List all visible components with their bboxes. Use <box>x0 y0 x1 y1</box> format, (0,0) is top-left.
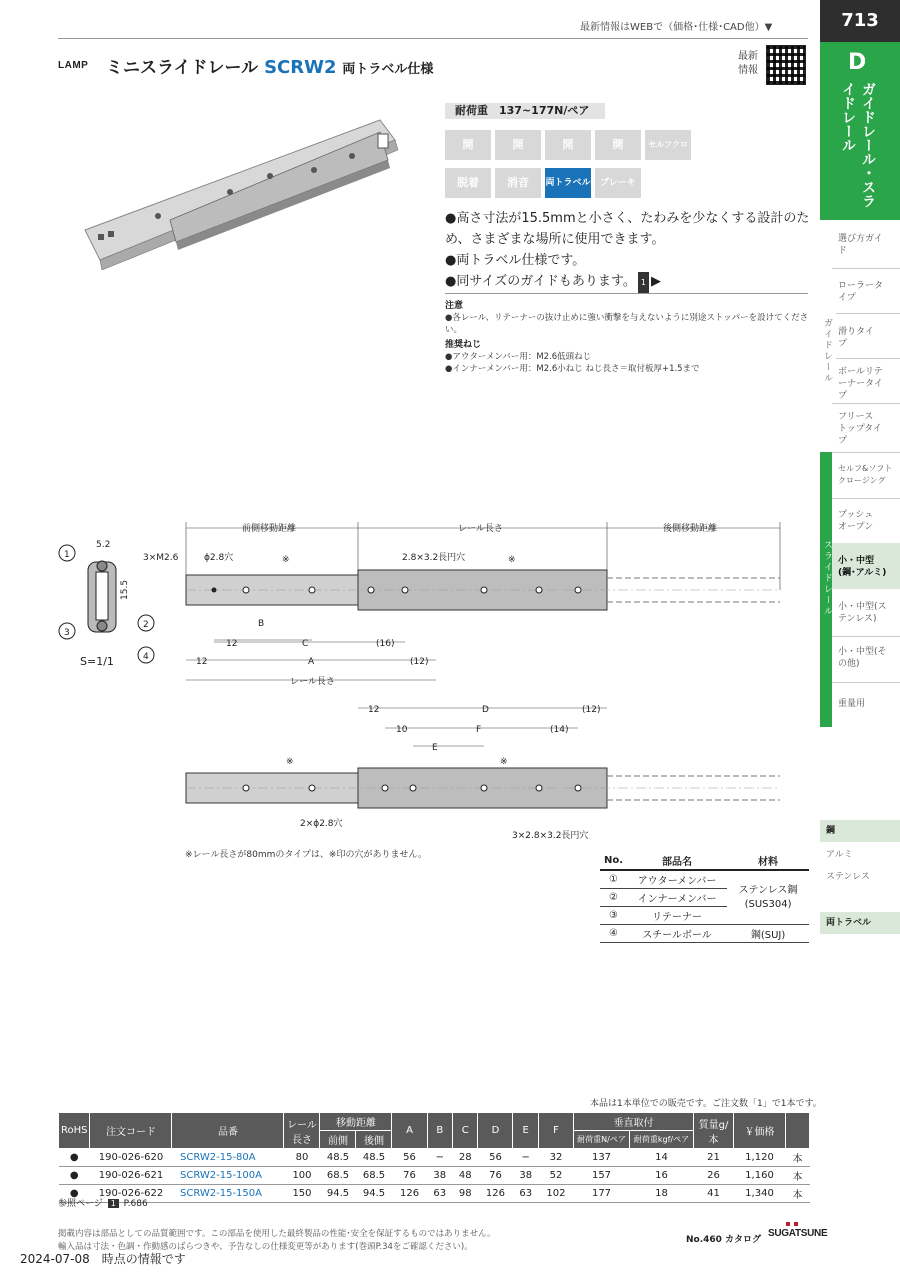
notes-title: 注意 <box>445 301 464 311</box>
rohs-mark: ● <box>59 1149 90 1167</box>
disclaimer-line: 輸入品は寸法・色調・作動感のばらつきや、予告なしの仕様変更等があります(巻頭P.34をご確認ください)。 <box>58 1242 473 1252</box>
disclaimer-line: 掲載内容は部品としての品質範囲です。この部品を使用した最終製品の性能･安全を保証するものではありません。 <box>58 1229 496 1239</box>
slot-label: 2.8×3.2長円穴 <box>402 553 466 563</box>
hole-label: ϕ2.8穴 <box>204 553 234 563</box>
part-no: ④ <box>600 925 627 943</box>
model-name: SCRW2 <box>264 57 337 78</box>
slots-3-label: 3×2.8×3.2長円穴 <box>512 831 589 841</box>
qr-code-icon[interactable] <box>766 45 806 85</box>
part-name: スチールボール <box>627 925 727 943</box>
cell: 32 <box>538 1149 573 1167</box>
silent-icon: 消音 <box>495 168 541 198</box>
spec-header: 品番 <box>172 1113 284 1149</box>
spec-header: ￥価格 <box>734 1113 786 1149</box>
load-capacity: 耐荷重 137~177N/ペア <box>445 103 605 119</box>
side-divider <box>832 268 900 269</box>
table-row <box>600 925 809 943</box>
product-photo <box>80 110 420 280</box>
open-icon: 開 <box>545 130 591 160</box>
dim-b: B <box>258 619 265 629</box>
cell: 68.5 <box>356 1167 392 1185</box>
unit: 本 <box>786 1149 810 1167</box>
ref-badge[interactable]: 1 <box>638 272 649 293</box>
part-name: リテーナー <box>627 907 727 925</box>
price: 1,120 <box>734 1149 786 1167</box>
part-number-link[interactable]: SCRW2-15-80A <box>172 1149 284 1167</box>
notes-body: ●各レール、リテーナーの抜け止めに強い衝撃を与えないように別途ストッパーを設けてください。 <box>445 313 809 335</box>
brand-logo: LAMP <box>58 60 89 71</box>
side-item-small-other[interactable]: 小・中型(その他) <box>838 647 887 669</box>
section-title: ガイドレール・スライドレール <box>840 82 876 208</box>
spec-header: 垂直取付 <box>574 1113 694 1131</box>
front-travel-label: 前側移動距離 <box>242 524 297 534</box>
part-name: アウターメンバー <box>627 870 727 889</box>
spec-header: 耐荷重N/ペア <box>574 1131 630 1149</box>
part-callout-1: 1 <box>64 550 70 560</box>
part-callout-2: 2 <box>143 620 149 630</box>
cell: 38 <box>513 1167 538 1185</box>
dim-d: D <box>482 705 489 715</box>
dim-c: C <box>302 639 309 649</box>
cell: 48.5 <box>356 1149 392 1167</box>
guide-rail-vertical-label: ガイドレール <box>822 318 832 384</box>
table-row[interactable] <box>59 1149 810 1167</box>
reference-page <box>58 1196 148 1209</box>
order-code: 190-026-621 <box>90 1167 172 1185</box>
spec-header: 注文コード <box>90 1113 172 1149</box>
part-callout-4: 4 <box>143 652 149 662</box>
cell: − <box>427 1149 452 1167</box>
spec-header: C <box>452 1113 477 1149</box>
part-no: ③ <box>600 907 627 925</box>
dim-15-5: 15.5 <box>120 579 130 600</box>
cell: 63 <box>427 1185 452 1203</box>
cell: 56 <box>478 1149 513 1167</box>
section-letter: D <box>848 50 867 75</box>
part-no: ① <box>600 870 627 889</box>
cell: 18 <box>630 1185 694 1203</box>
cell: 16 <box>630 1167 694 1185</box>
parts-header: 部品名 <box>627 852 727 870</box>
cell: 126 <box>478 1185 513 1203</box>
spec-table <box>58 1112 810 1203</box>
spec-header: 質量g/本 <box>694 1113 734 1149</box>
drawing-footnote: ※レール長さが80mmのタイプは、※印の穴がありません。 <box>185 850 427 860</box>
arrow-icon: ▶ <box>650 274 661 289</box>
spec-header: RoHS <box>59 1113 90 1149</box>
material-aluminum[interactable]: アルミ <box>826 850 853 860</box>
part-material: 鋼(SUJ) <box>727 925 809 943</box>
cell: 14 <box>630 1149 694 1167</box>
cell: 41 <box>694 1185 734 1203</box>
side-divider <box>836 358 900 359</box>
side-item-sliding[interactable]: 滑りタイプ <box>838 327 874 349</box>
double-travel-icon: 両トラベル <box>545 168 591 198</box>
note-mark: ※ <box>500 757 508 767</box>
spec-header: F <box>538 1113 573 1149</box>
side-item-small-steel[interactable]: 小・中型(鋼･アルミ) <box>838 556 887 578</box>
dim-12-paren-second: (12) <box>582 705 601 715</box>
order-code: 190-026-620 <box>90 1149 172 1167</box>
feature-item: ●両トラベル仕様です。 <box>445 253 586 268</box>
cell: 94.5 <box>356 1185 392 1203</box>
self-close-icon: セルフクローズ <box>645 130 691 160</box>
cell: 38 <box>427 1167 452 1185</box>
spec-header: D <box>478 1113 513 1149</box>
cell: 28 <box>452 1149 477 1167</box>
cell: 48 <box>452 1167 477 1185</box>
note-mark: ※ <box>508 555 516 565</box>
cell: 157 <box>574 1167 630 1185</box>
dim-12-second: 12 <box>368 705 380 715</box>
qr-label-line1: 最新 <box>738 51 758 62</box>
side-item-guide[interactable]: 選び方ガイド <box>838 234 883 256</box>
cell: 137 <box>574 1149 630 1167</box>
part-no: ② <box>600 889 627 907</box>
part-name: インナーメンバー <box>627 889 727 907</box>
dim-5-2: 5.2 <box>96 540 111 550</box>
price: 1,340 <box>734 1185 786 1203</box>
cell: 94.5 <box>320 1185 356 1203</box>
screw-inner: ●インナーメンバー用：M2.6小ねじ ねじ長さ＝取付板厚+1.5まで <box>445 364 700 374</box>
cell: 126 <box>392 1185 427 1203</box>
rohs-mark: ● <box>59 1167 90 1185</box>
cell: − <box>513 1149 538 1167</box>
unit: 本 <box>786 1167 810 1185</box>
notes-divider <box>445 293 808 294</box>
part-material: ステンレス鋼(SUS304) <box>727 870 809 925</box>
dim-a: A <box>308 657 315 667</box>
cell: 52 <box>538 1167 573 1185</box>
dim-14: (14) <box>550 725 569 735</box>
slide-rail-vertical-label: スライドレール <box>822 540 832 617</box>
cell: 102 <box>538 1185 573 1203</box>
cell: 21 <box>694 1149 734 1167</box>
cell: 56 <box>392 1149 427 1167</box>
feature-icon-row-1 <box>445 130 691 179</box>
scale-label: S=1/1 <box>80 655 114 668</box>
side-item-roller[interactable]: ローラータイプ <box>838 281 884 303</box>
spec-header: E <box>513 1113 538 1149</box>
order-code: 190-026-622 <box>90 1185 172 1203</box>
spec-header: 耐荷重kgf/ペア <box>630 1131 694 1149</box>
spec-header: 移動距離 <box>320 1113 392 1131</box>
cell: 63 <box>513 1185 538 1203</box>
spec-header: B <box>427 1113 452 1149</box>
cell: 177 <box>574 1185 630 1203</box>
ref-page-link[interactable]: P.686 <box>123 1199 148 1209</box>
side-item-ball[interactable]: ボールリテーナータイプ <box>838 367 883 401</box>
title-prefix: ミニスライドレール <box>106 58 259 78</box>
dim-12-left: 12 <box>196 657 208 667</box>
cell: 150 <box>284 1185 320 1203</box>
feature-item: ●高さ寸法が15.5mmと小さく、たわみを少なくする設計のため、さまざまな場所に使用できます。 <box>445 211 810 247</box>
note-mark: ※ <box>282 555 290 565</box>
dim-16: (16) <box>376 639 395 649</box>
rohs-mark: ● <box>59 1185 90 1203</box>
open-icon: 開 <box>495 130 541 160</box>
parts-table <box>600 852 809 943</box>
title-suffix: 両トラベル仕様 <box>342 62 434 77</box>
dim-e: E <box>432 743 438 753</box>
parts-header: 材料 <box>727 852 809 870</box>
cell: 80 <box>284 1149 320 1167</box>
catalog-number: No.460 カタログ <box>686 1235 762 1245</box>
note-mark: ※ <box>286 757 294 767</box>
feature-item <box>445 271 815 293</box>
dim-10: 10 <box>396 725 408 735</box>
travel-tag[interactable]: 両トラベル <box>820 912 900 934</box>
dim-12-paren: (12) <box>410 657 429 667</box>
material-steel[interactable]: 鋼 <box>820 820 900 842</box>
rail-length-label: レール長さ <box>458 524 503 534</box>
page-title <box>106 53 433 78</box>
table-row[interactable] <box>59 1185 810 1203</box>
qr-label-line2: 情報 <box>738 65 758 76</box>
m26-label: 3×M2.6 <box>143 553 179 563</box>
parts-header: No. <box>600 852 627 870</box>
ref-label: 参照ページ <box>58 1199 103 1209</box>
cell: 48.5 <box>320 1149 356 1167</box>
open-icon: 開 <box>595 130 641 160</box>
spec-header-unit <box>786 1113 810 1149</box>
sugatsune-logo: SUGATSUNE <box>768 1228 828 1239</box>
side-item-heavy[interactable]: 重量用 <box>838 699 866 709</box>
screw-outer: ●アウターメンバー用：M2.6低頭ねじ <box>445 352 592 362</box>
side-divider <box>820 452 900 453</box>
page-number: 713 <box>820 0 900 42</box>
unit: 本 <box>786 1185 810 1203</box>
spec-header: 前側 <box>320 1131 356 1149</box>
dim-f: F <box>476 725 482 735</box>
section-tab[interactable] <box>820 42 900 220</box>
side-divider <box>836 313 900 314</box>
side-divider <box>832 403 900 404</box>
feature-list <box>445 208 815 293</box>
table-row <box>600 870 809 889</box>
side-item-push-open[interactable]: プッシュオープン <box>838 510 874 532</box>
qr-label <box>738 50 758 78</box>
part-number-link[interactable]: SCRW2-15-150A <box>172 1185 284 1203</box>
spec-header: A <box>392 1113 427 1149</box>
side-divider <box>832 636 900 637</box>
info-date: 2024-07-08 時点の情報です <box>20 1252 186 1266</box>
holes-2-label: 2×ϕ2.8穴 <box>300 819 343 829</box>
cell: 98 <box>452 1185 477 1203</box>
material-stainless[interactable]: ステンレス <box>826 872 870 882</box>
ref-badge[interactable]: 1 <box>108 1199 119 1208</box>
feature-icon-row-2 <box>445 168 641 198</box>
feature-text: ●同サイズのガイドもあります。 <box>445 274 636 289</box>
technical-drawing <box>0 510 810 850</box>
side-divider <box>832 682 900 683</box>
rear-travel-label: 後側移動距離 <box>663 524 718 534</box>
header-divider <box>58 38 808 39</box>
cell: 100 <box>284 1167 320 1185</box>
open-icon: 開 <box>445 130 491 160</box>
rail-length-bottom: レール長さ <box>290 677 335 687</box>
cell: 76 <box>478 1167 513 1185</box>
screw-title: 推奨ねじ <box>445 340 482 350</box>
notes-block <box>445 300 815 375</box>
table-row[interactable] <box>59 1167 810 1185</box>
part-callout-3: 3 <box>64 628 70 638</box>
detach-icon: 脱着 <box>445 168 491 198</box>
cell: 68.5 <box>320 1167 356 1185</box>
side-item-freestop[interactable]: フリーストップタイプ <box>838 412 882 446</box>
cell: 26 <box>694 1167 734 1185</box>
spec-header: 後側 <box>356 1131 392 1149</box>
side-item-self-closing[interactable]: セルフ&ソフトクロージング <box>838 464 893 485</box>
brake-icon: ブレーキ <box>595 168 641 198</box>
price: 1,160 <box>734 1167 786 1185</box>
part-number-link[interactable]: SCRW2-15-100A <box>172 1167 284 1185</box>
side-divider <box>832 498 900 499</box>
spec-header: レール長さ <box>284 1113 320 1149</box>
side-item-small-stainless[interactable]: 小・中型(ステンレス) <box>838 602 887 624</box>
sales-unit-note: 本品は1本単位での販売です。ご注文数「1」で1本です。 <box>590 1099 822 1109</box>
dim-12: 12 <box>226 639 238 649</box>
web-info-note: 最新情報はWEBで（価格･仕様･CAD他）▼ <box>580 22 773 33</box>
cell: 76 <box>392 1167 427 1185</box>
